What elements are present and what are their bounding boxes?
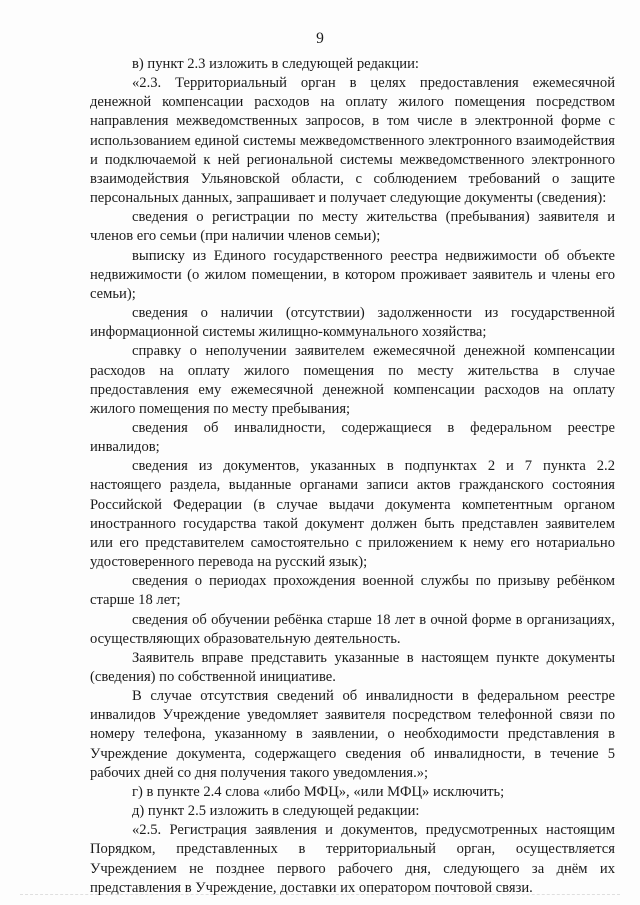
document-body	[90, 55, 615, 898]
paragraph-missing-disability-info: В случае отсутствия сведений об инвалидности в федеральном реестре инвалидов Учреждение уведомляет заявителя посредством телефонной связи по номеру телефона, указанному в заявлении, о необходимости представления в Учреждение документа, содержащего сведения об инвалидности, в течение 5 рабочих дней со дня получения такого уведомления.»;	[90, 688, 615, 781]
paragraph-section-2-3: «2.3. Территориальный орган в целях предоставления ежемесячной денежной компенсации расходов на оплату жилого помещения посредством направления межведомственных запросов, в том числе в электронной форме с использованием единой системы межведомственного электронного взаимодействия и подключаемой к ней региональной системы межведомственного электронного взаимодействия Ульяновской области, с соблюдением требований о защите персональных данных, запрашивает и получает следующие документы (сведения):	[90, 75, 615, 207]
paragraph-education-info: сведения об обучении ребёнка старше 18 лет в очной форме в организациях, осуществляющих образовательную деятельность.	[90, 611, 615, 647]
scan-edge-marks	[20, 894, 620, 899]
paragraph-section-2-5: «2.5. Регистрация заявления и документов, предусмотренных настоящим Порядком, представленных в территориальный орган, осуществляется Учреждением не позднее первого рабочего дня, следующего за днём их представления в Учреждение, доставки их оператором почтовой связи.	[90, 822, 615, 896]
paragraph-item-g: г) в пункте 2.4 слова «либо МФЦ», «или МФЦ» исключить;	[132, 783, 505, 800]
paragraph-debt-info: сведения о наличии (отсутствии) задолженности из государственной информационной системы жилищно-коммунального хозяйства;	[90, 305, 615, 341]
page-number: 9	[316, 30, 324, 47]
paragraph-civil-registry-info: сведения из документов, указанных в подпунктах 2 и 7 пункта 2.2 настоящего раздела, выданные органами записи актов гражданского состояния Российской Федерации (в случае выдачи документа компетентным органом иностранного государства такой документ должен быть представлен заявителем или его представителем самостоятельно с приложением к нему его нотариально удостоверенного перевода на русский язык);	[90, 458, 615, 571]
paragraph-non-receipt-certificate: справку о неполучении заявителем ежемесячной денежной компенсации расходов на оплату жилого помещения по месту жительства в случае предоставления ему ежемесячной денежной компенсации расходов на оплату жилого помещения по месту пребывания;	[90, 343, 615, 417]
paragraph-applicant-right: Заявитель вправе представить указанные в настоящем пункте документы (сведения) по собственной инициативе.	[90, 649, 615, 685]
paragraph-registration-info: сведения о регистрации по месту жительства (пребывания) заявителя и членов его семьи (при наличии членов семьи);	[90, 209, 615, 245]
paragraph-military-service-info: сведения о периодах прохождения военной службы по призыву ребёнком старше 18 лет;	[90, 573, 615, 609]
paragraph-disability-info: сведения об инвалидности, содержащиеся в федеральном реестре инвалидов;	[90, 419, 615, 456]
paragraph-item-v: в) пункт 2.3 изложить в следующей редакции:	[132, 56, 419, 72]
paragraph-real-estate-extract: выписку из Единого государственного реестра недвижимости об объекте недвижимости (о жилом помещении, в котором проживает заявитель и члены его семьи);	[90, 247, 615, 302]
paragraph-item-d: д) пункт 2.5 изложить в следующей редакции:	[132, 803, 420, 820]
